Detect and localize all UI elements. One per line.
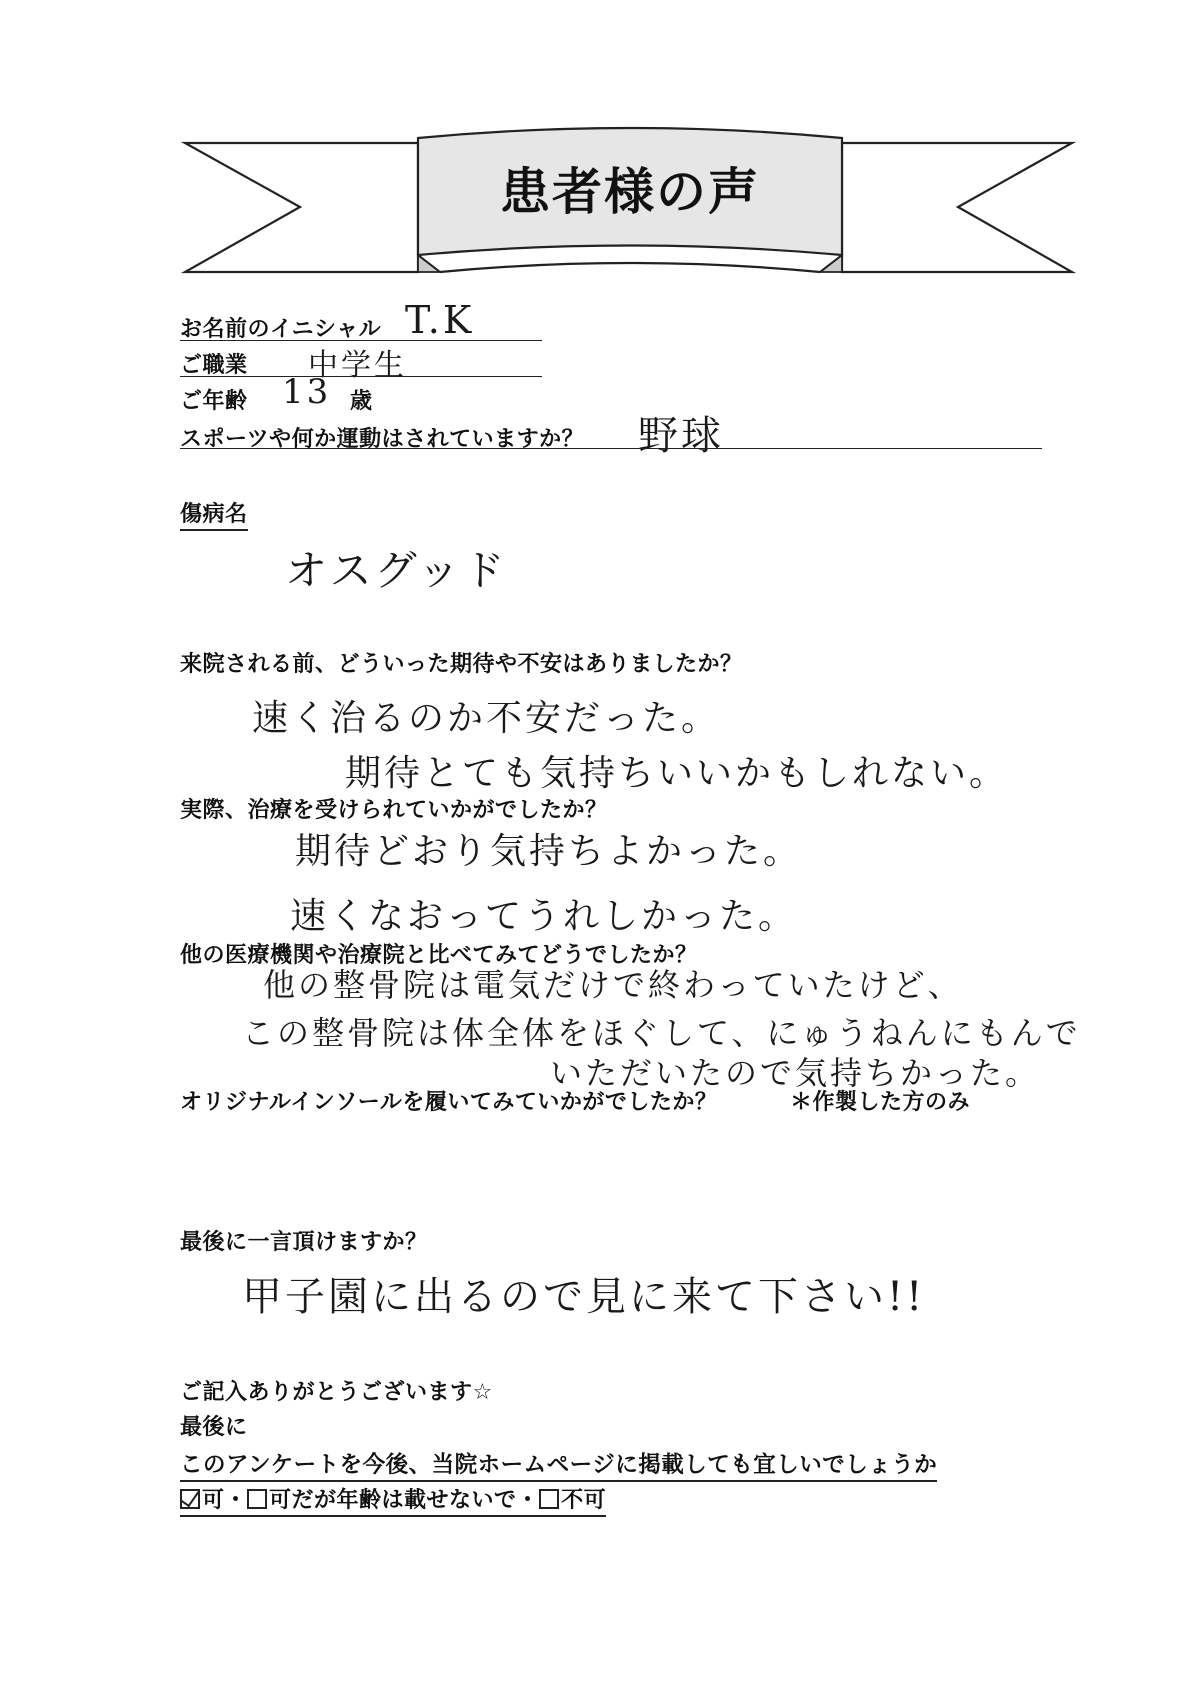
sport-underline [180, 448, 1042, 449]
before-answer-1: 速く治るのか不安だった。 [252, 698, 721, 739]
consent-yes-checkbox[interactable] [180, 1489, 200, 1509]
occupation-underline [180, 376, 542, 377]
compare-answer-2: この整骨院は体全体をほぐして、にゅうねんにもんで [242, 1014, 1081, 1052]
consent-question: このアンケートを今後、当院ホームページに掲載しても宜しいでしょうか [180, 1447, 937, 1482]
age-unit: 歳 [350, 389, 373, 414]
option-separator: ・ [516, 1488, 540, 1513]
consent-yes-label: 可 [202, 1488, 225, 1513]
sport-value: 野球 [638, 413, 724, 459]
consent-no-label: 不可 [561, 1488, 607, 1513]
before-answer-2: 期待とても気持ちいいかもしれない。 [345, 753, 1009, 794]
initials-label: お名前のイニシャル [180, 317, 382, 342]
consent-no-age-label: 可だが年齢は載せないで [269, 1488, 517, 1513]
option-separator: ・ [224, 1488, 248, 1513]
actual-question: 実際、治療を受けられていかがでしたか？ [180, 798, 608, 823]
compare-answer-3: いただいたので気持ちかった。 [550, 1054, 1041, 1092]
last-text: 最後に [180, 1415, 248, 1440]
injury-value: オスグッド [285, 546, 508, 595]
occupation-label: ご職業 [180, 353, 248, 378]
age-label: ご年齢 [180, 389, 248, 414]
title-banner [0, 0, 1200, 300]
final-answer: 甲子園に出るので見に来て下さい!! [242, 1274, 926, 1320]
final-question: 最後に一言頂けますか？ [180, 1230, 428, 1255]
actual-answer-2: 速くなおってうれしかった。 [290, 896, 798, 937]
consent-options [180, 1483, 606, 1517]
thanks-text: ご記入ありがとうございます☆ [180, 1380, 493, 1405]
occupation-value: 中学生 [308, 348, 407, 383]
insole-question: オリジナルインソールを履いてみていかがでしたか？ [180, 1090, 718, 1115]
actual-answer-1: 期待どおり気持ちよかった。 [295, 831, 803, 872]
compare-answer-1: 他の整骨院は電気だけで終わっていたけど、 [263, 966, 963, 1004]
insole-note: ＊作製した方のみ [790, 1090, 971, 1115]
before-question: 来院される前、どういった期待や不安はありましたか？ [180, 652, 743, 677]
consent-no-checkbox[interactable] [539, 1489, 559, 1509]
page-title: 患者様の声 [500, 163, 760, 221]
injury-label: 傷病名 [180, 497, 248, 531]
consent-no-age-checkbox[interactable] [247, 1489, 267, 1509]
sport-label: スポーツや何か運動はされていますか？ [180, 427, 585, 452]
compare-question: 他の医療機関や治療院と比べてみてどうでしたか？ [180, 943, 698, 968]
initials-value: T.K [405, 298, 475, 342]
age-value: 13 [282, 372, 332, 412]
